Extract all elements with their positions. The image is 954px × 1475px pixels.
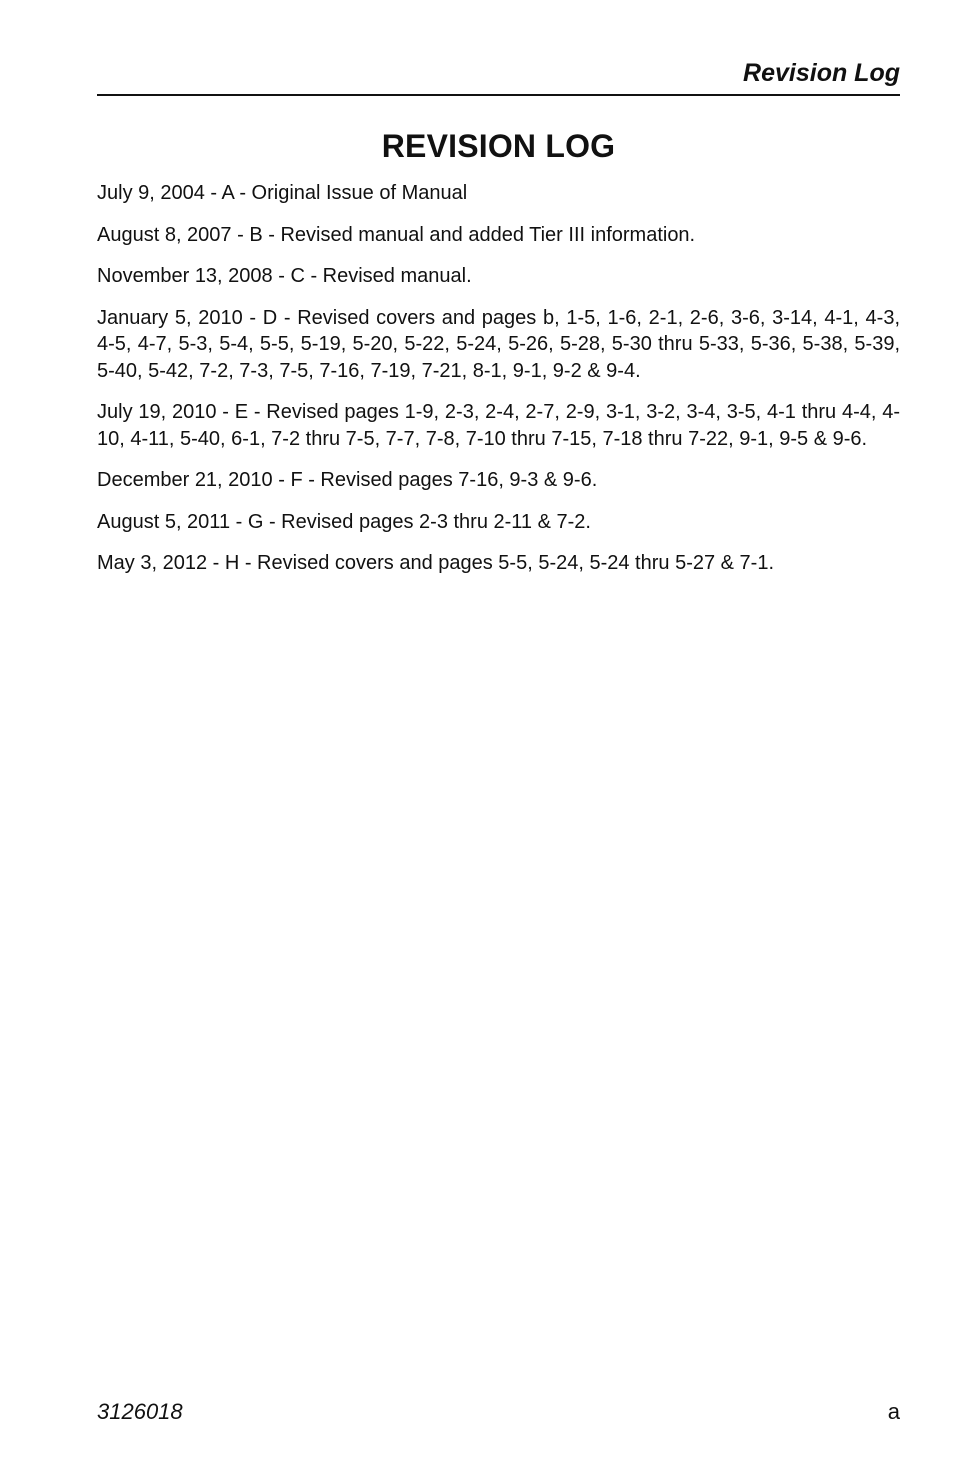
page-number: a xyxy=(887,1399,900,1424)
page-header xyxy=(97,56,900,96)
revision-entry: July 9, 2004 - A - Original Issue of Manual xyxy=(97,182,468,204)
revision-entry: January 5, 2010 - D - Revised covers and pages b, 1-5, 1-6, 2-1, 2-6, 3-6, 3-14, 4-1, 4-3, 4-5, 4-7, 5-3, 5-4, 5-5, 5-19, 5-20, 5-22, 5-24, 5-26, 5-28, 5-30 thru 5-33, 5-36, 5-38, 5-39, 5-40, 5-42, 7-2, 7-3, 7-5, 7-16, 7-19, 7-21, 8-1, 9-1, 9-2 & 9-4. xyxy=(97,306,900,382)
revision-entry: May 3, 2012 - H - Revised covers and pages 5-5, 5-24, 5-24 thru 5-27 & 7-1. xyxy=(97,552,775,574)
revision-entry: November 13, 2008 - C - Revised manual. xyxy=(97,265,472,287)
revision-entries xyxy=(97,180,900,592)
revision-entry: August 5, 2011 - G - Revised pages 2-3 thru 2-11 & 7-2. xyxy=(97,510,591,533)
header-section-title: Revision Log xyxy=(743,59,900,87)
page-title: REVISION LOG xyxy=(381,128,616,164)
revision-entry: December 21, 2010 - F - Revised pages 7-16, 9-3 & 9-6. xyxy=(97,469,598,491)
revision-entry: August 8, 2007 - B - Revised manual and added Tier III information. xyxy=(97,223,696,246)
revision-entry: July 19, 2010 - E - Revised pages 1-9, 2-3, 2-4, 2-7, 2-9, 3-1, 3-2, 3-4, 3-5, 4-1 thru 4-4, 4-10, 4-11, 5-40, 6-1, 7-2 thru 7-5, 7-7, 7-8, 7-10 thru 7-15, 7-18 thru 7-22, 9-1, 9-5 & 9-6. xyxy=(97,401,900,450)
document-number: 3126018 xyxy=(97,1399,183,1424)
